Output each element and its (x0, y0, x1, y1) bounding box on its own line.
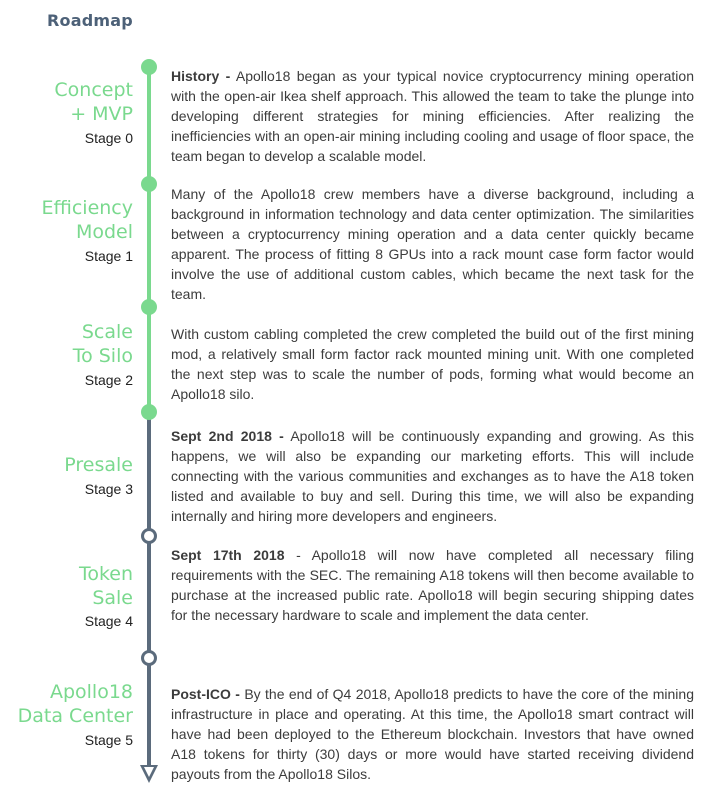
stage-4-body: - Apollo18 will now have completed all necessary filing requirements with the SEC. The remaining A18 tokens will then become available to purchase at the increased public rate. Apollo18 will begin securing shipping dates for the necessary hardware to scale and implement the data center. (171, 547, 694, 623)
stage-0-label: Stage 0 (84, 130, 133, 146)
stage-0-title-line-2: + MVP (70, 103, 133, 125)
stage-4-description (171, 545, 694, 625)
stage-1-title (41, 196, 133, 244)
timeline-dot-stage-2 (141, 299, 157, 315)
stage-4-title-line-2: Sale (92, 587, 133, 609)
stage-0-body: Apollo18 began as your typical novice cryptocurrency mining operation with the open-air Ikea shelf approach. This allowed the team to take the plunge into developing different strategies for mining efficiencies. After realizing the inefficiencies with an open-air mining including cooling and usage of floor space, the team began to develop a scalable model. (171, 68, 694, 164)
stage-2-title-line-1: Scale (81, 321, 133, 343)
timeline-line-upcoming (147, 415, 151, 765)
stage-4-label: Stage 4 (84, 613, 133, 629)
timeline-dot-stage-1 (141, 176, 157, 192)
stage-2-title (73, 320, 133, 368)
stage-0-title-line-1: Concept (54, 79, 133, 101)
stage-4-title-line-1: Token (78, 563, 133, 585)
timeline-dot-stage-0 (141, 59, 157, 75)
stage-1-label: Stage 1 (84, 248, 133, 264)
stage-1-title-line-2: Model (75, 221, 133, 243)
stage-1-body: Many of the Apollo18 crew members have a diverse background, including a background in information technology and data center optimization. The similarities between a cryptocurrency mining operation and a data center quickly became apparent. The process of fitting 8 GPUs into a rack mount case form factor would involve the use of additional custom cables, which became the next task for the team. (171, 186, 694, 302)
stage-4-title (79, 562, 133, 610)
stage-5-label: Stage 5 (84, 732, 133, 748)
stage-0-title (54, 78, 133, 126)
stage-2-body: With custom cabling completed the crew completed the build out of the first mining mod, a relatively small form factor rack mounted mining unit. With one completed the next step was to scale the number of pods, forming what would become an Apollo18 silo. (171, 326, 694, 402)
timeline-arrow-inner (144, 767, 154, 777)
stage-5-title-line-2: Data Center (17, 705, 133, 727)
stage-5-body: By the end of Q4 2018, Apollo18 predicts to have the core of the mining infrastructure in place and operating. At this time, the Apollo18 smart contract will have had been deployed to the Ethereum blockchain. Investors that have owned A18 tokens for thirty (30) days or more would have started receiving dividend payouts from the Apollo18 Silos. (171, 686, 694, 782)
stage-0-description (171, 66, 694, 166)
stage-5-lead: Post-ICO - (171, 686, 240, 702)
stage-2-description (171, 324, 694, 404)
stage-4-lead: Sept 17th 2018 (171, 547, 285, 563)
stage-5-title (18, 680, 133, 728)
stage-5-description (171, 684, 694, 784)
stage-0-lead: History - (171, 68, 231, 84)
stage-1-title-line-1: Efficiency (41, 197, 133, 219)
stage-2-title-line-2: To Silo (72, 345, 133, 367)
stage-5-title-line-1: Apollo18 (49, 681, 133, 703)
stage-3-lead: Sept 2nd 2018 - (171, 428, 284, 444)
timeline-dot-stage-3 (141, 404, 157, 420)
stage-2-label: Stage 2 (84, 372, 133, 388)
stage-3-title-line-1: Presale (64, 454, 133, 476)
timeline-dot-stage-5 (141, 650, 157, 666)
stage-3-description (171, 426, 694, 526)
stage-3-body: Apollo18 will be continuously expanding and growing. As this happens, we will also be expanding our marketing efforts. This will include connecting with the various communities and exchanges as to have the A18 token listed and available to buy and sell. During this time, we will also be expanding internally and hiring more developers and engineers. (171, 428, 694, 524)
stage-1-description (171, 184, 694, 304)
timeline-dot-stage-4 (141, 528, 157, 544)
stage-3-label: Stage 3 (84, 481, 133, 497)
page-title: Roadmap (47, 11, 133, 30)
stage-3-title (64, 453, 133, 477)
timeline-line-completed (147, 68, 151, 415)
